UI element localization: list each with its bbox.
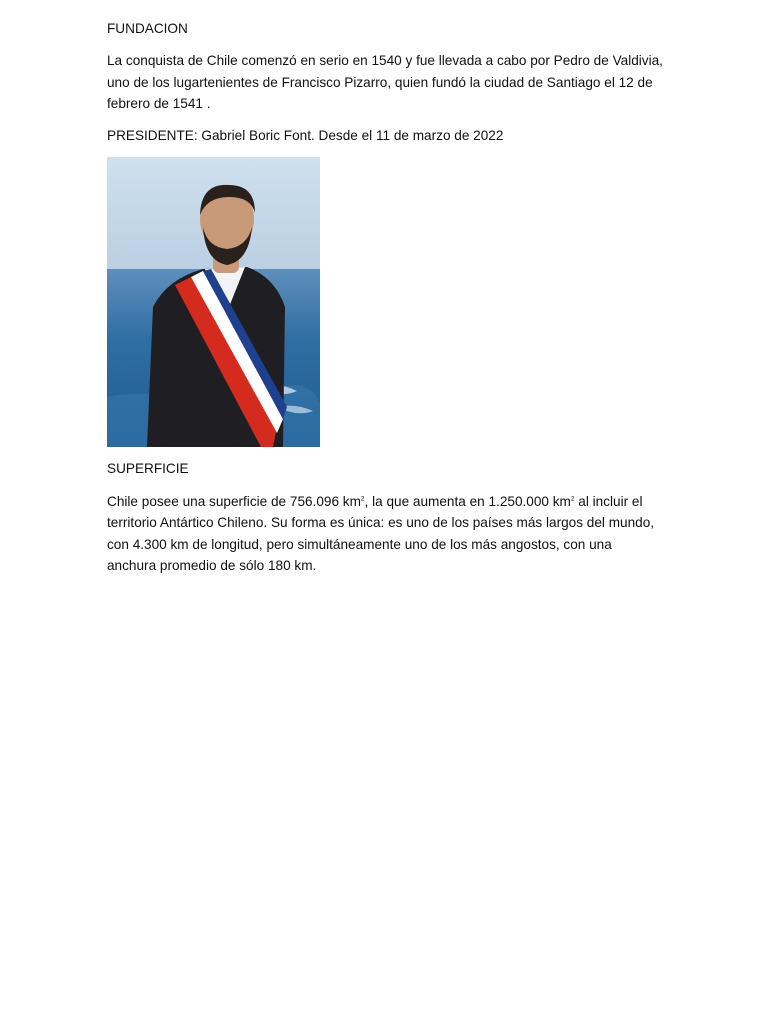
superscript-2-second: 2 (570, 495, 575, 503)
superficie-heading: SUPERFICIE (107, 461, 189, 477)
presidente-line: PRESIDENTE: Gabriel Boric Font. Desde el 11 de marzo de 2022 (107, 128, 504, 144)
fundacion-paragraph: La conquista de Chile comenzó en serio en 1540 y fue llevada a cabo por Pedro de Valdivia, uno de los lugartenientes de Francisco Pizarro, quien fundó la ciudad de Santiago el 12 de febrero de 1541 . (107, 53, 663, 112)
document-content (107, 18, 663, 587)
superficie-paragraph (107, 491, 663, 577)
superscript-2: 2 (360, 495, 365, 503)
fundacion-heading: FUNDACION (107, 21, 188, 36)
superficie-text-2: , la que aumenta en 1.250.000 km (364, 493, 571, 509)
superficie-text-3: al incluir el territorio Antártico Chileno. Su forma es única: es uno de los países más largos del mundo, con 4.300 km de longitud, pero simultáneamente uno de los más angostos, con una anchura promedio de sólo 180 km. (107, 493, 655, 574)
president-photo (107, 157, 320, 447)
superficie-text-1: Chile posee una superficie de 756.096 km (107, 493, 361, 509)
